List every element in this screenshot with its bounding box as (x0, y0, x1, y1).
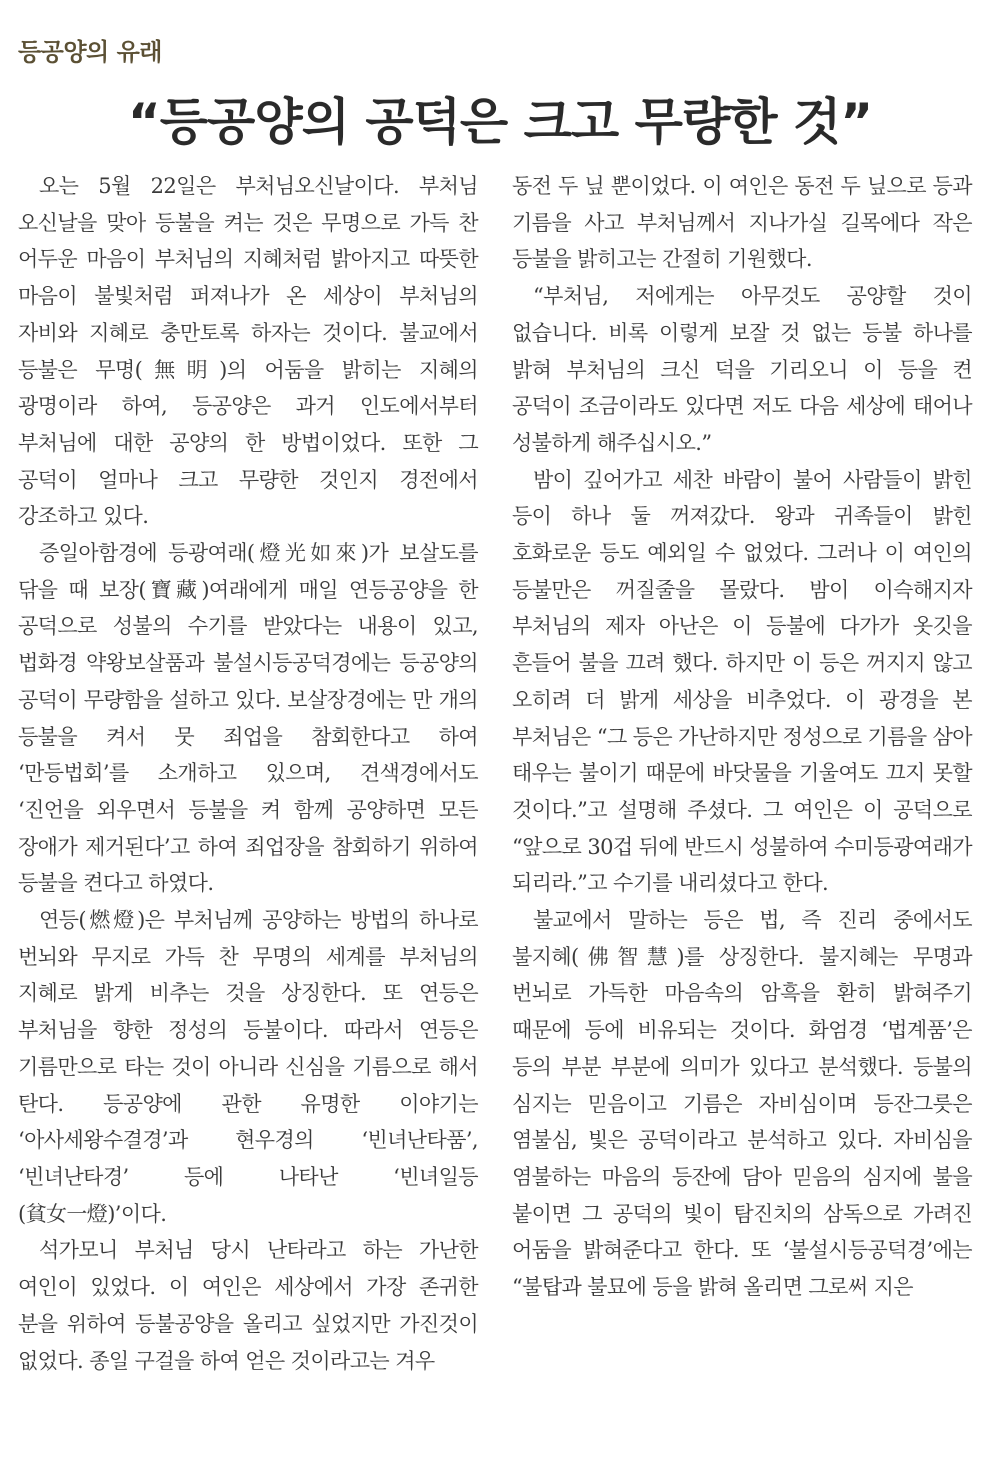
paragraph: 연등(燃燈)은 부처님께 공양하는 방법의 하나로 번뇌와 무지로 가득 찬 무명의 세계를 부처님의 지혜로 밝게 비추는 것을 상징한다. 또 연등은 부처님을 향한 정성의 등불이다. 따라서 연등은 기름만으로 타는 것이 아니라 신심을 기름으로 해서 탄다. 등공양에 관한 유명한 이야기는 ‘아사세왕수결경’과 현우경의 ‘빈녀난타품’, ‘빈녀난타경’ 등에 나타난 ‘빈녀일등(貧女一燈)’이다. (18, 908, 478, 1226)
left-column (18, 168, 478, 1379)
paragraph-continued: 동전 두 닢 뿐이었다. 이 여인은 동전 두 닢으로 등과 기름을 사고 부처님께서 지나가실 길목에다 작은 등불을 밝히고는 간절히 기원했다. (512, 174, 972, 272)
headline: “등공양의 공덕은 크고 무량한 것” (127, 93, 873, 151)
paragraph: 밤이 깊어가고 세찬 바람이 불어 사람들이 밝힌 등이 하나 둘 꺼져갔다. 왕과 귀족들이 밝힌 호화로운 등도 예외일 수 없었다. 그러나 이 여인의 등불만은 꺼질줄을 몰랐다. 밤이 이슥해지자 부처님의 제자 아난은 이 등불에 다가가 옷깃을 흔들어 불을 끄려 했다. 하지만 이 등은 꺼지지 않고 오히려 더 밝게 세상을 비추었다. 이 광경을 본 부처님은 “그 등은 가난하지만 정성으로 기름을 삼아 태우는 불이기 때문에 바닷물을 기울여도 끄지 못할 것이다.”고 설명해 주셨다. 그 여인은 이 공덕으로 “앞으로 30겁 뒤에 반드시 성불하여 수미등광여래가 되리라.”고 수기를 내리셨다고 한다. (512, 467, 972, 896)
right-column (512, 168, 972, 1306)
paragraph: “부처님, 저에게는 아무것도 공양할 것이 없습니다. 비록 이렇게 보잘 것 없는 등불 하나를 밝혀 부처님의 크신 덕을 기리오니 이 등을 켠 공덕이 조금이라도 있다면 저도 다음 세상에 태어나 성불하게 해주십시오.” (512, 284, 972, 455)
paragraph: 석가모니 부처님 당시 난타라고 하는 가난한 여인이 있었다. 이 여인은 세상에서 가장 존귀한 분을 위하여 등불공양을 올리고 싶었지만 가진것이 없었다. 종일 구걸을 하여 얻은 것이라고는 겨우 (18, 1238, 478, 1373)
paragraph: 불교에서 말하는 등은 법, 즉 진리 중에서도 불지혜(佛智慧)를 상징한다. 불지혜는 무명과 번뇌로 가득한 마음속의 암흑을 환히 밝혀주기 때문에 등에 비유되는 것이다. 화엄경 ‘법계품’은 등의 부분 부분에 의미가 있다고 분석했다. 등불의 심지는 믿음이고 기름은 자비심이며 등잔그릇은 염불심, 빛은 공덕이라고 분석하고 있다. 자비심을 염불하는 마음의 등잔에 담아 믿음의 심지에 불을 붙이면 그 공덕의 빛이 탐진치의 삼독으로 가려진 어둠을 밝혀준다고 한다. 또 ‘불설시등공덕경’에는 “불탑과 불묘에 등을 밝혀 올리면 그로써 지은 (512, 908, 972, 1300)
paragraph: 증일아함경에 등광여래(燈光如來)가 보살도를 닦을 때 보장(寶藏)여래에게 매일 연등공양을 한 공덕으로 성불의 수기를 받았다는 내용이 있고, 법화경 약왕보살품과 불설시등공덕경에는 등공양의 공덕이 무량함을 설하고 있다. 보살장경에는 만 개의 등불을 켜서 뭇 죄업을 참회한다고 하여 ‘만등법회’를 소개하고 있으며, 견색경에서도 ‘진언을 외우면서 등불을 켜 함께 공양하면 모든 장애가 제거된다’고 하여 죄업장을 참회하기 위하여 등불을 켠다고 하였다. (18, 541, 478, 896)
section-label: 등공양의 유래 (18, 38, 162, 66)
paragraph: 오는 5월 22일은 부처님오신날이다. 부처님 오신날을 맞아 등불을 켜는 것은 무명으로 가득 찬 어두운 마음이 부처님의 지혜처럼 밝아지고 따뜻한 마음이 불빛처럼 퍼져나가 온 세상이 부처님의 자비와 지혜로 충만토록 하자는 것이다. 불교에서 등불은 무명(無明)의 어둠을 밝히는 지혜의 광명이라 하여, 등공양은 과거 인도에서부터 부처님에 대한 공양의 한 방법이었다. 또한 그 공덕이 얼마나 크고 무량한 것인지 경전에서 강조하고 있다. (18, 174, 478, 529)
